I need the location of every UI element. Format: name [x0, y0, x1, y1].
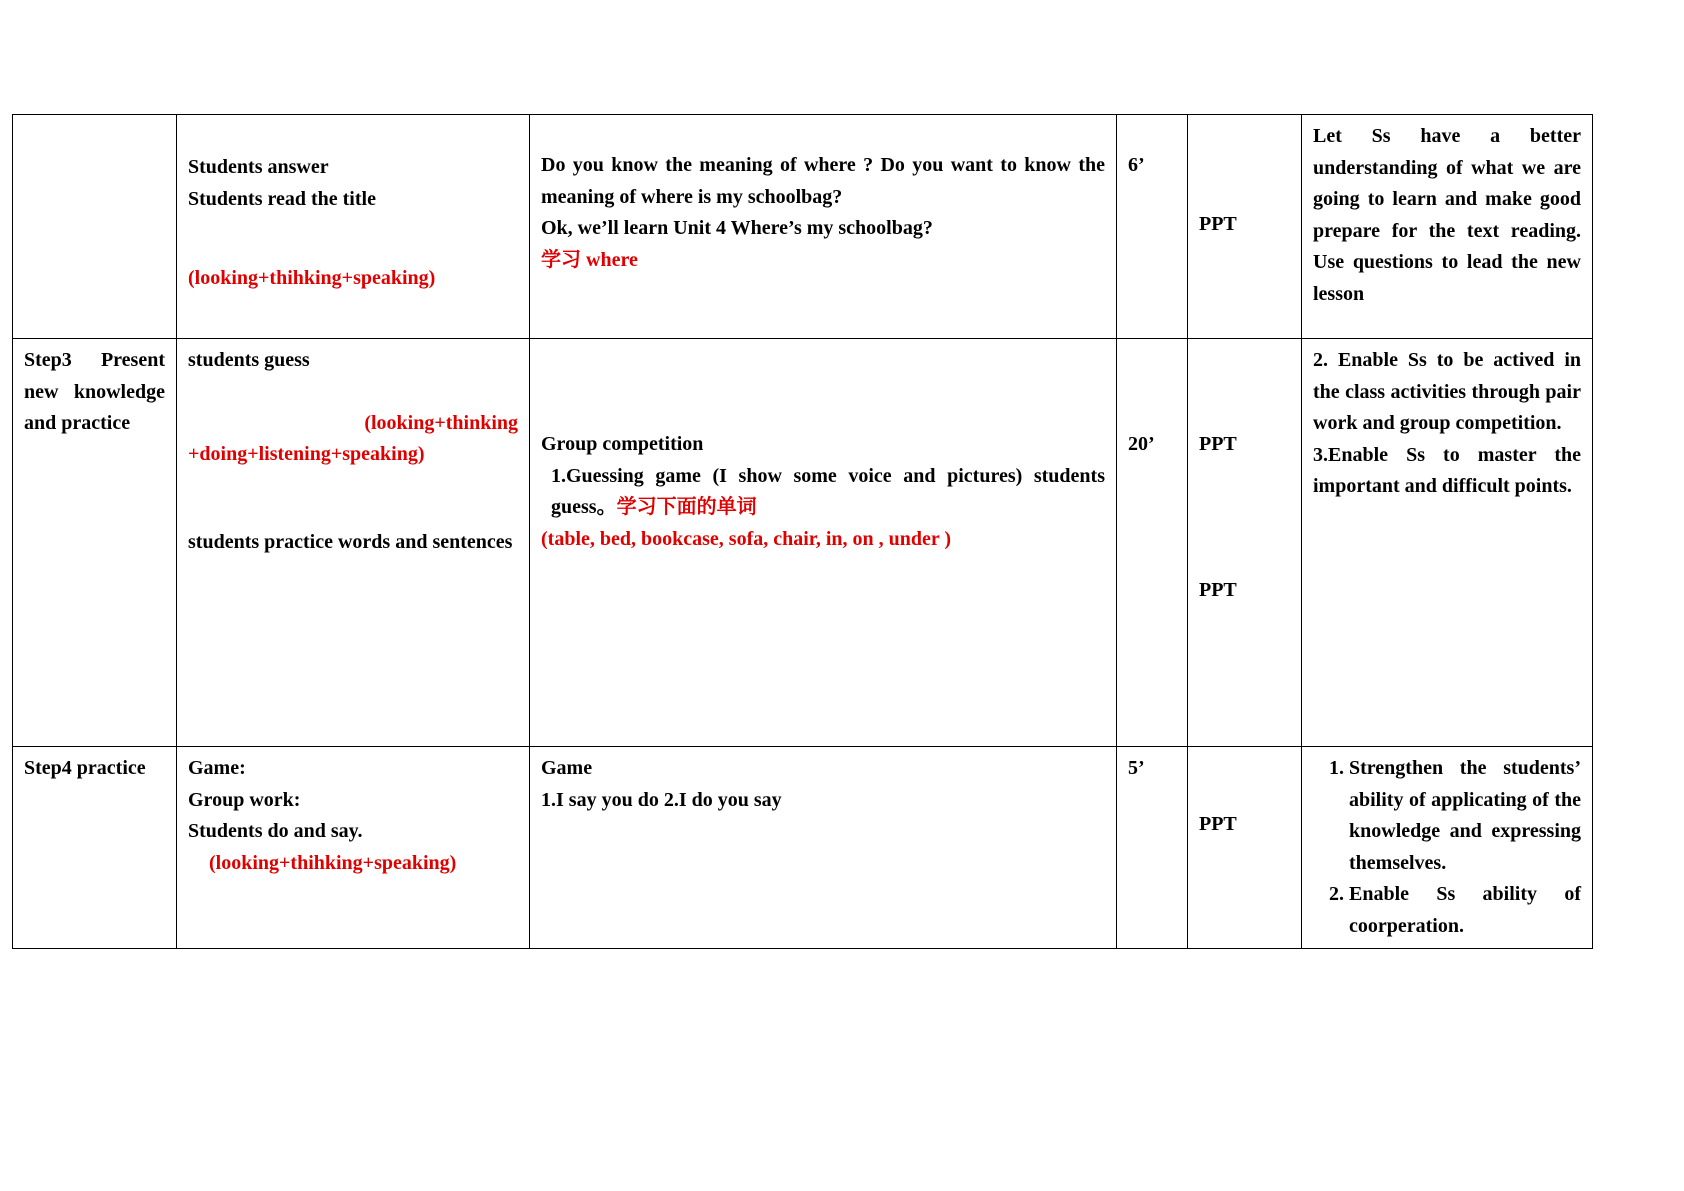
list-item: 2. Enable Ss ability of coorperation.	[1349, 879, 1581, 942]
time-cell	[1117, 747, 1188, 949]
time-value: 5’	[1128, 757, 1145, 779]
student-activity-cell	[177, 339, 530, 747]
student-line: Group work:	[188, 788, 301, 811]
student-line: Students do and say.	[188, 820, 363, 842]
purpose-cell	[1302, 339, 1593, 747]
time-value: 6’	[1128, 154, 1145, 176]
teacher-line: Game	[541, 757, 593, 779]
vocabulary-list: (table, bed, bookcase, sofa, chair, in, on , under )	[541, 527, 952, 550]
time-cell	[1117, 115, 1188, 339]
step-label: Step4 practice	[24, 757, 146, 779]
purpose-text: 2. Enable Ss to be actived in the class activities through pair work and group competition.	[1313, 349, 1581, 434]
student-line: Game:	[188, 757, 246, 779]
student-line: Students answer	[188, 156, 329, 178]
learning-method: (looking+thihking+speaking)	[188, 267, 436, 289]
learning-method: (looking+thinking +doing+listening+speaking)	[188, 411, 518, 465]
teacher-line: Do you know the meaning of where ? Do you want to know the meaning of where is my schoolbag?	[541, 154, 1105, 208]
purpose-list	[1313, 753, 1581, 942]
teacher-line: 1.I say you do 2.I do you say	[541, 788, 782, 811]
media-cell	[1188, 339, 1302, 747]
teacher-line: 1.Guessing game (I show some voice and pictures) students guess。学习下面的单词	[551, 464, 1105, 518]
purpose-cell	[1302, 115, 1593, 339]
student-line: students practice words and sentences	[188, 530, 513, 553]
lesson-plan-table	[12, 114, 1593, 949]
learning-method: (looking+thihking+speaking)	[209, 851, 457, 874]
media-label: PPT	[1199, 213, 1237, 235]
purpose-text: 3.Enable Ss to master the important and difficult points.	[1313, 443, 1581, 497]
teacher-activity-cell	[530, 747, 1117, 949]
media-label: PPT	[1199, 433, 1237, 455]
purpose-cell	[1302, 747, 1593, 949]
step-cell	[13, 747, 177, 949]
student-activity-cell	[177, 115, 530, 339]
teacher-line-highlight: 学习 where	[541, 248, 638, 271]
teacher-line-highlight: 学习下面的单词	[616, 496, 757, 518]
step-cell	[13, 339, 177, 747]
media-cell	[1188, 115, 1302, 339]
step-label: Step3 Present new knowledge and practice	[24, 349, 165, 434]
time-value: 20’	[1128, 433, 1155, 455]
table-row	[13, 339, 1593, 747]
media-cell	[1188, 747, 1302, 949]
teacher-activity-cell	[530, 339, 1117, 747]
student-line: Students read the title	[188, 187, 376, 210]
teacher-activity-cell	[530, 115, 1117, 339]
table-row	[13, 747, 1593, 949]
teacher-line: Ok, we’ll learn Unit 4 Where’s my schoolbag?	[541, 217, 933, 239]
step-cell	[13, 115, 177, 339]
media-label: PPT	[1199, 813, 1237, 835]
teacher-line: Group competition	[541, 433, 704, 455]
media-label: PPT	[1199, 578, 1237, 601]
purpose-text: Let Ss have a better understanding of what we are going to learn and make good prepare for the text reading. Use questions to lead the new lesson	[1313, 125, 1581, 305]
table-row	[13, 115, 1593, 339]
time-cell	[1117, 339, 1188, 747]
list-item: 1. Strengthen the students’ ability of applicating of the knowledge and expressing themselves.	[1349, 753, 1581, 879]
student-activity-cell	[177, 747, 530, 949]
student-line: students guess	[188, 349, 310, 371]
